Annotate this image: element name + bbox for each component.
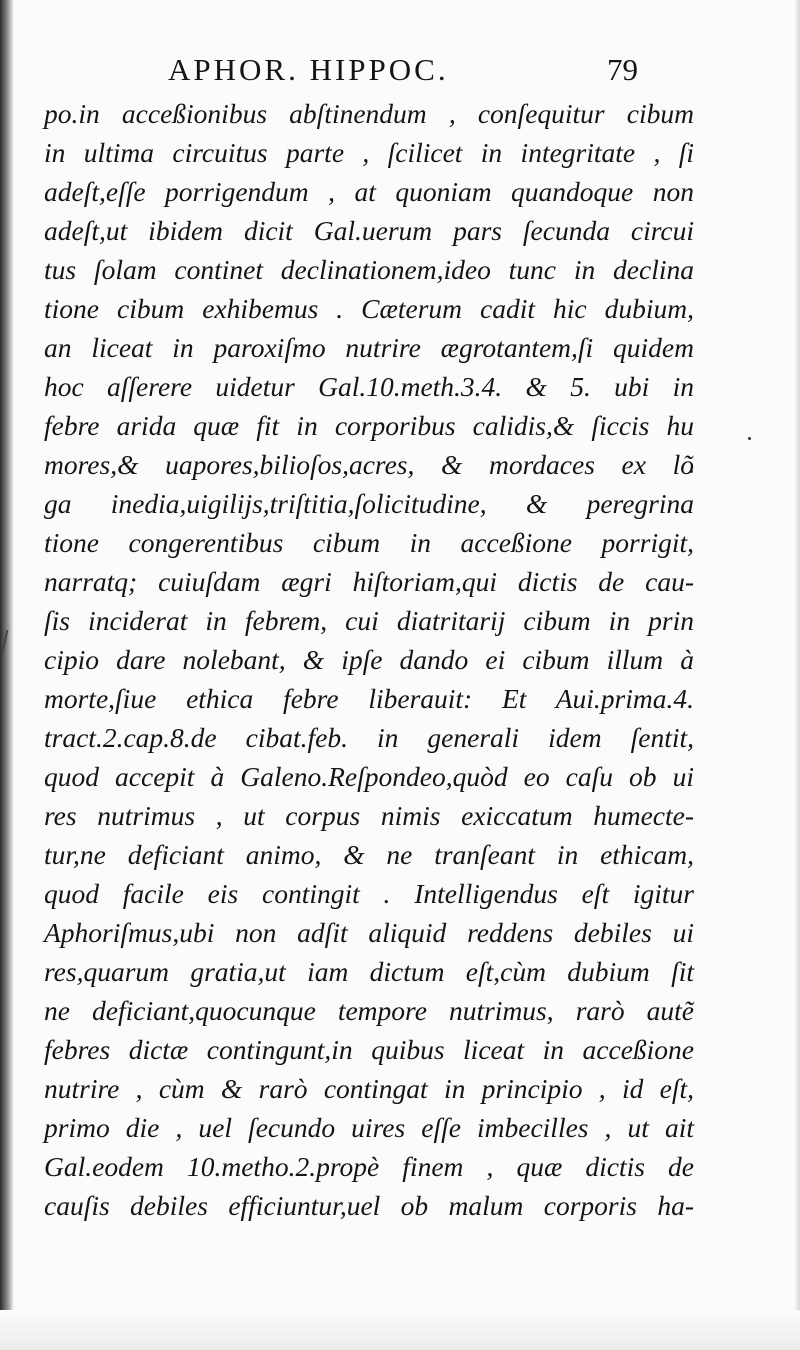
text-line: cauſis debiles efficiuntur,uel ob malum corporis ha- [44, 1190, 694, 1221]
binding-shadow [0, 0, 14, 1350]
text-line: quod facile eis contingit . Intelligendus eſt igitur [44, 878, 694, 909]
page-edge [794, 0, 800, 1350]
text-line: nutrire , cùm & rarò contingat in principio , id eſt, [44, 1073, 694, 1104]
text-line: ſis inciderat in febrem, cui diatritarij cibum in prin [44, 605, 694, 636]
text-line: hoc aſſerere uidetur Gal.10.meth.3.4. & 5. ubi in [44, 371, 694, 402]
text-line: adeſt,ut ibidem dicit Gal.uerum pars ſecunda circui [44, 215, 694, 246]
text-line: tione congerentibus cibum in acceßione porrigit, [44, 527, 694, 558]
text-line: tione cibum exhibemus . Cæterum cadit hic dubium, [44, 293, 694, 324]
text-line: adeſt,eſſe porrigendum , at quoniam quandoque non [44, 176, 694, 207]
text-line: tus ſolam continet declinationem,ideo tunc in declina [44, 254, 694, 285]
page-bottom-shade [0, 1310, 800, 1350]
text-line: cipio dare nolebant, & ipſe dando ei cibum illum à [44, 644, 694, 675]
text-line: narratq; cuiuſdam ægri hiſtoriam,qui dictis de cau- [44, 566, 694, 597]
text-line: Aphoriſmus,ubi non adſit aliquid reddens debiles ui [44, 917, 694, 948]
text-line: morte,ſiue ethica febre liberauit: Et Aui.prima.4. [44, 683, 694, 714]
text-line: Gal.eodem 10.metho.2.propè finem , quæ dictis de [44, 1151, 694, 1182]
ink-speck [748, 437, 751, 440]
text-line: ne deficiant,quocunque tempore nutrimus, rarò autẽ [44, 995, 694, 1026]
text-line: febre arida quæ fit in corporibus calidis,& ſiccis hu [44, 410, 694, 441]
body-text [44, 94, 694, 1225]
text-line: primo die , uel ſecundo uires eſſe imbecilles , ut ait [44, 1112, 694, 1143]
text-line: po.in acceßionibus abſtinendum , conſequitur cibum [44, 98, 694, 129]
running-title: APHOR. HIPPOC. [168, 52, 449, 87]
page-header [168, 52, 638, 92]
text-line: febres dictæ contingunt,in quibus liceat in acceßione [44, 1034, 694, 1065]
page-number: 79 [607, 52, 638, 87]
text-line: in ultima circuitus parte , ſcilicet in integritate , ſi [44, 137, 694, 168]
text-line: res nutrimus , ut corpus nimis exiccatum humecte- [44, 800, 694, 831]
text-line: tur,ne deficiant animo, & ne tranſeant in ethicam, [44, 839, 694, 870]
text-line: an liceat in paroxiſmo nutrire ægrotantem,ſi quidem [44, 332, 694, 363]
text-line: mores,& uapores,bilioſos,acres, & mordaces ex lõ [44, 449, 694, 480]
text-line: res,quarum gratia,ut iam dictum eſt,cùm dubium ſit [44, 956, 694, 987]
text-line: tract.2.cap.8.de cibat.feb. in generali idem ſentit, [44, 722, 694, 753]
text-line: quod accepit à Galeno.Reſpondeo,quòd eo caſu ob ui [44, 761, 694, 792]
text-line: ga inedia,uigilijs,triſtitia,ſolicitudine, & peregrina [44, 488, 694, 519]
